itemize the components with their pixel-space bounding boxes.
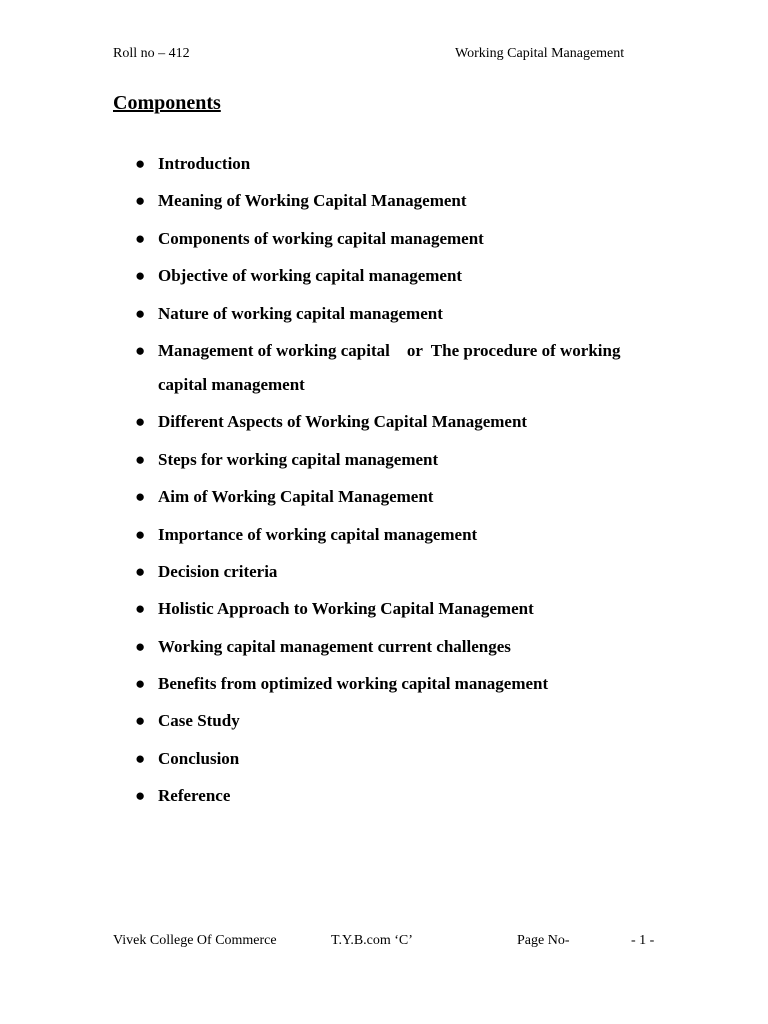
page-title: Components (113, 92, 221, 114)
bullet-icon: ● (135, 303, 146, 323)
bullet-icon: ● (135, 636, 146, 656)
footer-page-number: - 1 - (631, 933, 655, 948)
components-list (130, 147, 670, 817)
list-item-label: Decision criteria (158, 561, 278, 581)
list-item (130, 518, 670, 552)
list-item (130, 259, 670, 293)
list-item (130, 443, 670, 477)
list-item-label: Different Aspects of Working Capital Management (158, 412, 528, 432)
list-item (130, 222, 670, 256)
list-item (130, 147, 670, 181)
footer-page-label: Page No- (517, 933, 570, 948)
list-item-label: Aim of Working Capital Management (158, 487, 434, 507)
bullet-icon: ● (135, 748, 146, 768)
bullet-icon: ● (135, 266, 146, 286)
list-item (130, 742, 670, 776)
list-item (130, 297, 670, 331)
bullet-icon: ● (135, 599, 146, 619)
footer-class: T.Y.B.com ‘C’ (331, 933, 413, 948)
bullet-icon: ● (135, 154, 146, 173)
list-item-label: Holistic Approach to Working Capital Management (158, 599, 534, 619)
header-subject: Working Capital Management (455, 46, 625, 61)
list-item (130, 334, 670, 402)
bullet-icon: ● (135, 340, 146, 360)
list-item-label: Importance of working capital management (158, 524, 478, 544)
header-roll-number: Roll no – 412 (113, 46, 190, 61)
list-item (130, 592, 670, 626)
bullet-icon: ● (135, 711, 146, 731)
list-item-label: Objective of working capital management (158, 266, 463, 286)
list-item-label: Meaning of Working Capital Management (158, 191, 467, 211)
list-item-label: Reference (158, 786, 231, 806)
list-item (130, 184, 670, 218)
list-item-label: Benefits from optimized working capital management (158, 674, 549, 694)
bullet-icon: ● (135, 449, 146, 469)
footer-college: Vivek College Of Commerce (113, 933, 277, 948)
bullet-icon: ● (135, 191, 146, 211)
list-item-label: Case Study (158, 711, 240, 731)
bullet-icon: ● (135, 674, 146, 694)
list-item (130, 630, 670, 664)
list-item (130, 480, 670, 514)
list-item (130, 779, 670, 813)
bullet-icon: ● (135, 524, 146, 544)
list-item-label: Components of working capital management (158, 228, 484, 248)
bullet-icon: ● (135, 786, 146, 806)
list-item-label: Conclusion (158, 748, 240, 768)
list-item-label: Steps for working capital management (158, 449, 439, 469)
list-item-label: Nature of working capital management (158, 303, 443, 323)
bullet-icon: ● (135, 487, 146, 507)
list-item (130, 555, 670, 589)
list-item-label: Management of working capital or The procedure of working capital management (158, 340, 625, 394)
bullet-icon: ● (135, 228, 146, 248)
list-item-label: Introduction (158, 154, 251, 173)
list-item (130, 405, 670, 439)
bullet-icon: ● (135, 561, 146, 581)
list-item-label: Working capital management current challenges (158, 636, 511, 656)
list-item (130, 704, 670, 738)
list-item (130, 667, 670, 701)
bullet-icon: ● (135, 412, 146, 432)
